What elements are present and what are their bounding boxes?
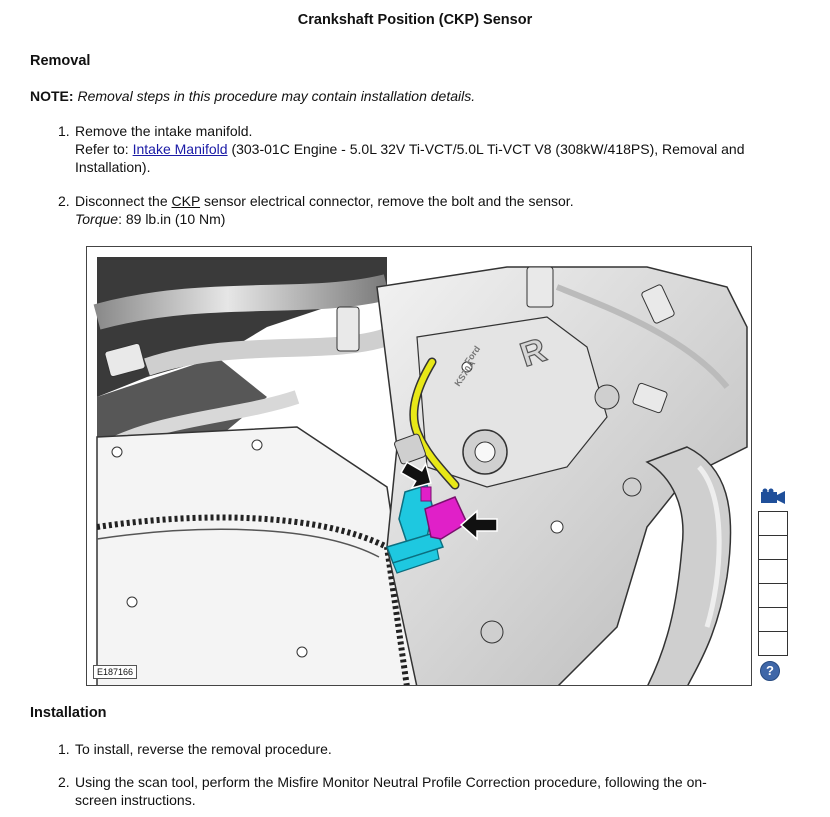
step-text bbox=[75, 192, 788, 210]
removal-note bbox=[30, 88, 475, 104]
tool-box-6[interactable] bbox=[758, 632, 788, 656]
tool-box-4[interactable] bbox=[758, 584, 788, 608]
page-title: Crankshaft Position (CKP) Sensor bbox=[297, 12, 533, 28]
tool-box-2[interactable] bbox=[758, 536, 788, 560]
step-number: 2. bbox=[58, 193, 70, 209]
refer-prefix: Refer to: bbox=[75, 141, 129, 157]
ckp-abbreviation[interactable]: CKP bbox=[171, 193, 201, 209]
refer-line bbox=[75, 140, 788, 176]
step-number: 1. bbox=[58, 741, 70, 757]
step-text-before: Disconnect the bbox=[75, 193, 168, 209]
torque-value: : 89 lb.in (10 Nm) bbox=[118, 211, 226, 227]
removal-step-1 bbox=[58, 122, 788, 176]
tool-box-5[interactable] bbox=[758, 608, 788, 632]
step-text: To install, reverse the removal procedure. bbox=[75, 741, 332, 757]
removal-step-2 bbox=[58, 192, 788, 228]
casting-logo-text: Ford bbox=[462, 344, 483, 367]
casting-part-text: KS70A bbox=[452, 358, 478, 389]
video-camera-icon[interactable] bbox=[758, 488, 788, 506]
step-text: Remove the intake manifold. bbox=[75, 123, 253, 139]
tool-box-1[interactable] bbox=[758, 511, 788, 536]
step-number: 1. bbox=[58, 123, 70, 139]
engine-drawing bbox=[87, 247, 752, 686]
step-text: Using the scan tool, perform the Misfire Monitor Neutral Profile Correction procedure, following the on-screen instructions. bbox=[75, 774, 707, 808]
step-number: 2. bbox=[58, 774, 70, 790]
note-text: Removal steps in this procedure may contain installation details. bbox=[77, 88, 476, 104]
figure-id-label: E187166 bbox=[93, 665, 137, 679]
ckp-sensor-illustration bbox=[86, 246, 752, 686]
installation-step-2 bbox=[58, 773, 748, 809]
torque-line bbox=[75, 210, 788, 228]
casting-letter-r: R bbox=[515, 330, 551, 375]
refer-suffix: (303-01C Engine - 5.0L 32V Ti-VCT/5.0L Ti-VCT V8 (308kW/418PS), Removal and Installation). bbox=[75, 141, 745, 175]
note-label: NOTE: bbox=[30, 88, 74, 104]
intake-manifold-link[interactable]: Intake Manifold bbox=[132, 141, 228, 157]
help-icon[interactable]: ? bbox=[760, 661, 780, 681]
side-toolbar bbox=[758, 488, 788, 681]
removal-heading: Removal bbox=[30, 53, 91, 69]
tool-box-3[interactable] bbox=[758, 560, 788, 584]
step-text-after: sensor electrical connector, remove the bolt and the sensor. bbox=[203, 193, 574, 209]
installation-step-1 bbox=[58, 740, 788, 758]
torque-label: Torque bbox=[75, 211, 119, 227]
installation-heading: Installation bbox=[30, 705, 107, 721]
